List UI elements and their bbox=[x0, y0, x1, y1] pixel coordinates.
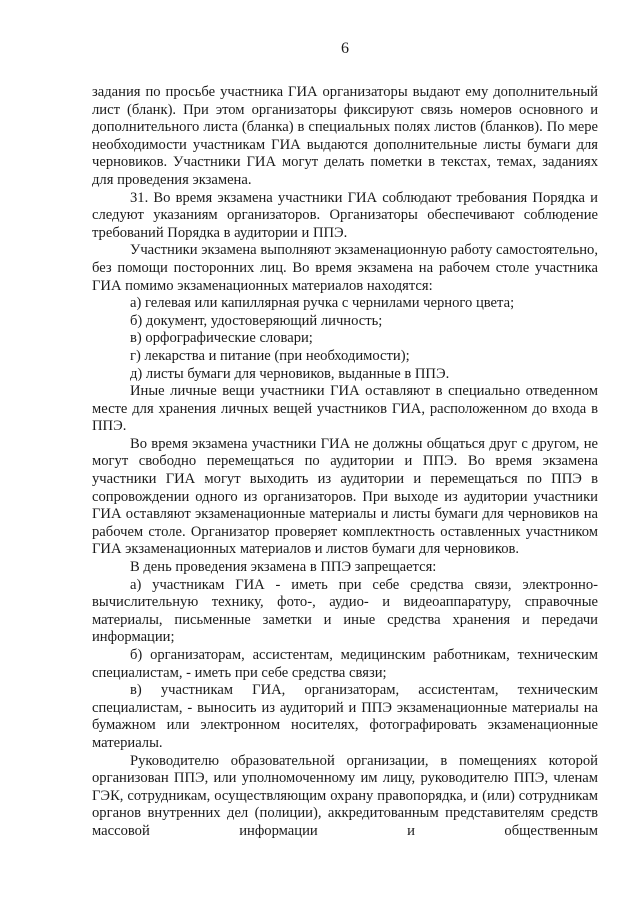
document-body bbox=[92, 84, 598, 841]
paragraph: в) орфографические словари; bbox=[130, 330, 313, 347]
paragraph: 31. Во время экзамена участники ГИА соблюдают требования Порядка и следуют указаниям организаторов. Организаторы обеспечивают соблюдение требований Порядка в аудитории и ППЭ. bbox=[92, 189, 598, 241]
paragraph: б) документ, удостоверяющий личность; bbox=[130, 312, 383, 329]
paragraph: Руководителю образовательной организации, в помещениях которой организован ППЭ, или уполномоченному им лицу, руководителю ППЭ, членам ГЭК, сотрудникам, осуществляющим охрану правопорядка, и (или) сотрудникам органов внутренних дел (полиции), аккредитованным представителям средств массовой информации и общественным bbox=[92, 752, 598, 839]
paragraph: б) организаторам, ассистентам, медицинским работникам, техническим специалистам, - иметь при себе средства связи; bbox=[92, 647, 598, 681]
paragraph: г) лекарства и питание (при необходимости); bbox=[130, 347, 410, 364]
paragraph: В день проведения экзамена в ППЭ запрещается: bbox=[130, 559, 437, 576]
paragraph: а) участникам ГИА - иметь при себе средства связи, электронно-вычислительную технику, фото-, аудио- и видеоаппаратуру, справочные материалы, письменные заметки и иные средства хранения и передачи информации; bbox=[92, 576, 598, 646]
paragraph: а) гелевая или капиллярная ручка с чернилами черного цвета; bbox=[130, 295, 515, 312]
paragraph: в) участникам ГИА, организаторам, ассистентам, техническим специалистам, - выносить из аудиторий и ППЭ экзаменационные материалы на бумажном или электронном носителях, фотографировать экзаменационные материалы. bbox=[92, 682, 598, 751]
paragraph: Иные личные вещи участники ГИА оставляют в специально отведенном месте для хранения личных вещей участников ГИА, расположенном до входа в ППЭ. bbox=[92, 383, 598, 435]
paragraph: Участники экзамена выполняют экзаменационную работу самостоятельно, без помощи посторонних лиц. Во время экзамена на рабочем столе участника ГИА помимо экзаменационных материалов находятся: bbox=[92, 242, 598, 294]
paragraph: задания по просьбе участника ГИА организаторы выдают ему дополнительный лист (бланк). При этом организаторы фиксируют связь номеров основного и дополнительного листа (бланка) в специальных полях листов (бланков). По мере необходимости участникам ГИА выдаются дополнительные листы бумаги для черновиков. Участники ГИА могут делать пометки в текстах, темах, заданиях для проведения экзамена. bbox=[92, 84, 598, 188]
page-number: 6 bbox=[341, 40, 349, 57]
paragraph: д) листы бумаги для черновиков, выданные в ППЭ. bbox=[130, 365, 450, 382]
paragraph: Во время экзамена участники ГИА не должны общаться друг с другом, не могут свободно перемещаться по аудитории и ППЭ. Во время экзамена участники ГИА могут выходить из аудитории и перемещаться по ППЭ в сопровождении одного из организаторов. При выходе из аудитории участники ГИА оставляют экзаменационные материалы и листы бумаги для черновиков на рабочем столе. Организатор проверяет комплектность оставленных участником ГИА экзаменационных материалов и листов бумаги для черновиков. bbox=[92, 435, 598, 558]
